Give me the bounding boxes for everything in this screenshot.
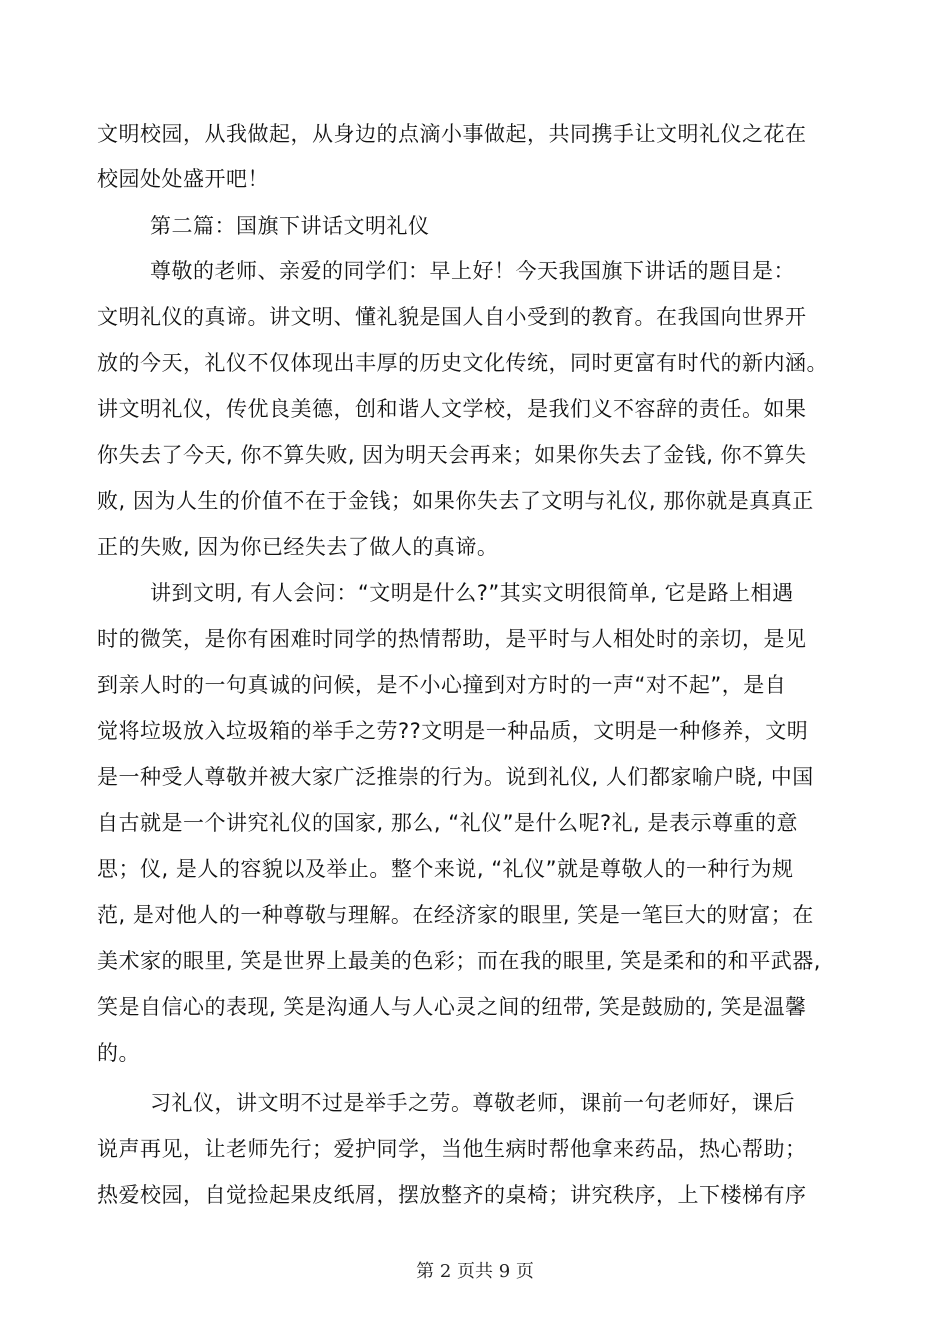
text-line: 你失去了今天, 你不算失败, 因为明天会再来；如果你失去了金钱, 你不算失 <box>97 443 807 467</box>
page-number-footer: 第 2 页共 9 页 <box>416 1261 534 1282</box>
text-line: 的。 <box>97 1041 140 1065</box>
text-line: 是一种受人尊敬并被大家广泛推崇的行为。说到礼仪, 人们都家喻户晓, 中国 <box>97 765 814 789</box>
text-line: 校园处处盛开吧！ <box>97 167 269 191</box>
section-heading: 第二篇：国旗下讲话文明礼仪 <box>150 214 430 238</box>
text-line: 觉将垃圾放入垃圾箱的举手之劳??文明是一种品质，文明是一种修养，文明 <box>97 719 809 743</box>
text-line: 到亲人时的一句真诚的问候，是不小心撞到对方时的一声“对不起”，是自 <box>97 673 787 697</box>
text-line: 自古就是一个讲究礼仪的国家, 那么, “礼仪”是什么呢?礼, 是表示尊重的意 <box>97 811 798 835</box>
text-line: 笑是自信心的表现, 笑是沟通人与人心灵之间的纽带, 笑是鼓励的, 笑是温馨 <box>97 995 807 1019</box>
text-line: 热爱校园，自觉捡起果皮纸屑，摆放整齐的桌椅；讲究秩序，上下楼梯有序 <box>97 1183 807 1207</box>
text-line: 讲文明礼仪，传优良美德，创和谐人文学校，是我们义不容辞的责任。如果 <box>97 397 807 421</box>
paragraph-first-line: 习礼仪，讲文明不过是举手之劳。尊敬老师，课前一句老师好，课后 <box>150 1091 795 1115</box>
text-line: 说声再见，让老师先行；爱护同学，当他生病时帮他拿来药品，热心帮助； <box>97 1137 807 1161</box>
text-line: 败, 因为人生的价值不在于金钱；如果你失去了文明与礼仪, 那你就是真真正 <box>97 489 814 513</box>
text-line: 正的失败, 因为你已经失去了做人的真谛。 <box>97 535 499 559</box>
text-line: 范, 是对他人的一种尊敬与理解。在经济家的眼里, 笑是一笔巨大的财富；在 <box>97 903 814 927</box>
text-line: 美术家的眼里, 笑是世界上最美的色彩；而在我的眼里, 笑是柔和的和平武器, <box>97 949 821 973</box>
text-line: 文明校园，从我做起，从身边的点滴小事做起，共同携手让文明礼仪之花在 <box>97 122 807 146</box>
paragraph-first-line: 尊敬的老师、亲爱的同学们：早上好！今天我国旗下讲话的题目是： <box>150 259 795 283</box>
paragraph-first-line: 讲到文明, 有人会问：“文明是什么?”其实文明很简单, 它是路上相遇 <box>150 581 794 605</box>
text-line: 时的微笑，是你有困难时同学的热情帮助，是平时与人相处时的亲切，是见 <box>97 627 807 651</box>
text-line: 文明礼仪的真谛。讲文明、懂礼貌是国人自小受到的教育。在我国向世界开 <box>97 305 807 329</box>
text-line: 思；仪, 是人的容貌以及举止。整个来说, “礼仪”就是尊敬人的一种行为规 <box>97 857 794 881</box>
text-line: 放的今天，礼仪不仅体现出丰厚的历史文化传统，同时更富有时代的新内涵。 <box>97 351 828 375</box>
